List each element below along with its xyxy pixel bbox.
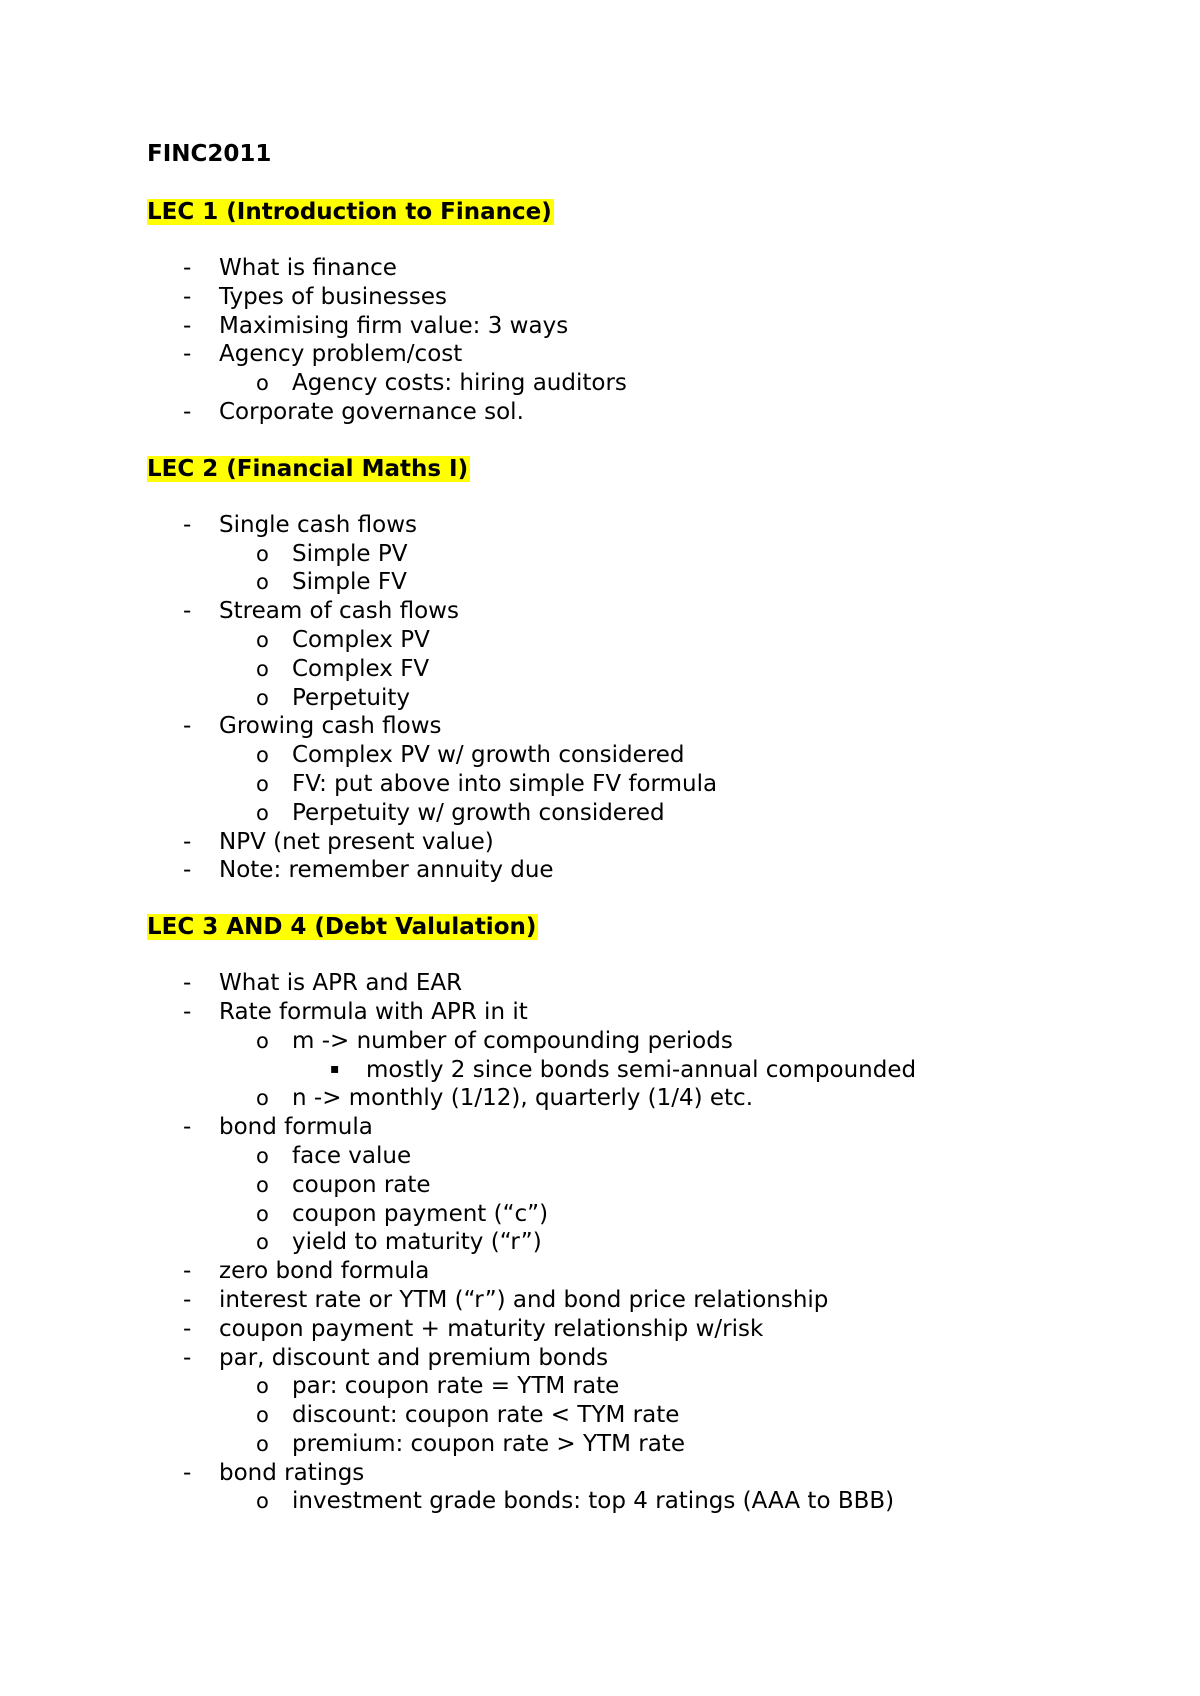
list-item bbox=[147, 1257, 1147, 1286]
list-item bbox=[147, 254, 1147, 283]
list-item bbox=[147, 1459, 1147, 1488]
sub-list-item bbox=[147, 770, 1147, 799]
circle-bullet-marker: o bbox=[256, 656, 269, 681]
list-item bbox=[147, 828, 1147, 857]
circle-bullet-marker: o bbox=[256, 1230, 269, 1255]
bullet-list-lec3-4 bbox=[147, 969, 1147, 1516]
dash-marker: - bbox=[183, 713, 192, 740]
sub-list-item bbox=[147, 1372, 1147, 1401]
list-item-text: par: coupon rate = YTM rate bbox=[292, 1373, 620, 1400]
circle-bullet-marker: o bbox=[256, 570, 269, 595]
list-item-text: coupon payment (“c”) bbox=[292, 1200, 549, 1227]
section-heading-lec3-4 bbox=[147, 913, 1147, 942]
list-item-text: What is finance bbox=[219, 255, 397, 281]
list-item-text: Stream of cash flows bbox=[219, 598, 459, 625]
circle-bullet-marker: o bbox=[256, 1143, 269, 1168]
list-item-text: discount: coupon rate < TYM rate bbox=[292, 1402, 680, 1429]
dash-marker: - bbox=[183, 1258, 192, 1285]
circle-bullet-marker: o bbox=[256, 771, 269, 796]
sub-list-item bbox=[147, 1200, 1147, 1229]
sub-list-item bbox=[147, 1142, 1147, 1171]
section-heading-lec1 bbox=[147, 198, 1147, 227]
dash-marker: - bbox=[183, 511, 192, 538]
sub-sub-list-item bbox=[147, 1056, 1147, 1085]
document-page bbox=[147, 140, 1147, 1516]
list-item-text: m -> number of compounding periods bbox=[292, 1027, 733, 1054]
circle-bullet-marker: o bbox=[256, 1374, 269, 1399]
list-item-text: Note: remember annuity due bbox=[219, 857, 554, 884]
circle-bullet-marker: o bbox=[256, 1028, 269, 1053]
dash-marker: - bbox=[183, 998, 192, 1025]
sub-list-item bbox=[147, 1430, 1147, 1459]
list-item-text: Simple PV bbox=[292, 540, 408, 567]
sub-list-item bbox=[147, 626, 1147, 655]
circle-bullet-marker: o bbox=[256, 1086, 269, 1111]
dash-marker: - bbox=[183, 255, 192, 281]
sub-list-item bbox=[147, 369, 1147, 398]
list-item-text: interest rate or YTM (“r”) and bond price relationship bbox=[219, 1286, 829, 1313]
list-item-text: FV: put above into simple FV formula bbox=[292, 770, 718, 797]
list-item-text: Complex FV bbox=[292, 655, 430, 682]
circle-bullet-marker: o bbox=[256, 627, 269, 652]
heading-highlight: LEC 1 (Introduction to Finance) bbox=[147, 199, 552, 225]
circle-bullet-marker: o bbox=[256, 743, 269, 768]
list-item-text: What is APR and EAR bbox=[219, 970, 463, 997]
dash-marker: - bbox=[183, 1114, 192, 1141]
list-item-text: face value bbox=[292, 1142, 412, 1169]
sub-list-item bbox=[147, 568, 1147, 597]
sub-list-item bbox=[147, 1027, 1147, 1056]
list-item-text: investment grade bonds: top 4 ratings (AAA to BBB) bbox=[292, 1488, 895, 1515]
section-heading-lec2 bbox=[147, 455, 1147, 484]
list-item bbox=[147, 312, 1147, 341]
dash-marker: - bbox=[183, 312, 192, 339]
dash-marker: - bbox=[183, 857, 192, 884]
circle-bullet-marker: o bbox=[256, 1489, 269, 1514]
dash-marker: - bbox=[183, 598, 192, 625]
sub-list-item bbox=[147, 799, 1147, 828]
list-item-text: Agency costs: hiring auditors bbox=[292, 370, 627, 397]
list-item-text: Maximising firm value: 3 ways bbox=[219, 312, 569, 339]
bullet-list-lec2 bbox=[147, 511, 1147, 885]
circle-bullet-marker: o bbox=[256, 1172, 269, 1197]
square-bullet-icon: ▪ bbox=[330, 1060, 340, 1077]
list-item-text: Simple FV bbox=[292, 569, 407, 596]
list-item bbox=[147, 1113, 1147, 1142]
list-item bbox=[147, 340, 1147, 369]
list-item-text: zero bond formula bbox=[219, 1258, 430, 1285]
list-item-text: Perpetuity w/ growth considered bbox=[292, 799, 665, 826]
dash-marker: - bbox=[183, 283, 192, 310]
dash-marker: - bbox=[183, 970, 192, 997]
list-item-text: Corporate governance sol. bbox=[219, 398, 524, 425]
circle-bullet-marker: o bbox=[256, 685, 269, 710]
circle-bullet-marker: o bbox=[256, 800, 269, 825]
list-item-text: bond ratings bbox=[219, 1459, 365, 1486]
list-item-text: Perpetuity bbox=[292, 684, 411, 711]
sub-list-item bbox=[147, 1401, 1147, 1430]
dash-marker: - bbox=[183, 1315, 192, 1342]
sub-list-item bbox=[147, 1084, 1147, 1113]
list-item bbox=[147, 998, 1147, 1027]
list-item-text: Rate formula with APR in it bbox=[219, 998, 528, 1025]
circle-bullet-marker: o bbox=[256, 541, 269, 566]
document-title: FINC2011 bbox=[147, 141, 272, 167]
dash-marker: - bbox=[183, 1286, 192, 1313]
list-item bbox=[147, 969, 1147, 998]
list-item bbox=[147, 398, 1147, 427]
list-item-text: yield to maturity (“r”) bbox=[292, 1229, 542, 1256]
dash-marker: - bbox=[183, 1344, 192, 1371]
list-item bbox=[147, 1286, 1147, 1315]
list-item-text: Complex PV bbox=[292, 626, 430, 653]
list-item bbox=[147, 712, 1147, 741]
list-item-text: mostly 2 since bonds semi-annual compounded bbox=[366, 1056, 917, 1083]
circle-bullet-marker: o bbox=[256, 371, 269, 396]
dash-marker: - bbox=[183, 341, 192, 368]
circle-bullet-marker: o bbox=[256, 1431, 269, 1456]
list-item-text: Complex PV w/ growth considered bbox=[292, 742, 685, 769]
bullet-list-lec1 bbox=[147, 254, 1147, 427]
dash-marker: - bbox=[183, 1459, 192, 1486]
list-item bbox=[147, 1315, 1147, 1344]
list-item bbox=[147, 511, 1147, 540]
list-item-text: Growing cash flows bbox=[219, 713, 442, 740]
dash-marker: - bbox=[183, 828, 192, 855]
list-item-text: n -> monthly (1/12), quarterly (1/4) etc. bbox=[292, 1085, 754, 1112]
circle-bullet-marker: o bbox=[256, 1403, 269, 1428]
heading-highlight: LEC 3 AND 4 (Debt Valulation) bbox=[147, 914, 537, 941]
sub-list-item bbox=[147, 741, 1147, 770]
list-item-text: premium: coupon rate > YTM rate bbox=[292, 1430, 685, 1457]
list-item bbox=[147, 1344, 1147, 1373]
sub-list-item bbox=[147, 1487, 1147, 1516]
list-item bbox=[147, 283, 1147, 312]
list-item-text: NPV (net present value) bbox=[219, 828, 494, 855]
list-item-text: par, discount and premium bonds bbox=[219, 1344, 609, 1371]
list-item-text: coupon rate bbox=[292, 1171, 431, 1198]
circle-bullet-marker: o bbox=[256, 1201, 269, 1226]
list-item-text: coupon payment + maturity relationship w/risk bbox=[219, 1315, 764, 1342]
sub-list-item bbox=[147, 1171, 1147, 1200]
list-item-text: Single cash flows bbox=[219, 511, 417, 538]
list-item bbox=[147, 856, 1147, 885]
sub-list-item bbox=[147, 1228, 1147, 1257]
list-item-text: Agency problem/cost bbox=[219, 341, 463, 368]
list-item-text: Types of businesses bbox=[219, 283, 447, 310]
list-item-text: bond formula bbox=[219, 1114, 373, 1141]
list-item bbox=[147, 597, 1147, 626]
sub-list-item bbox=[147, 655, 1147, 684]
heading-highlight: LEC 2 (Financial Maths I) bbox=[147, 455, 469, 482]
sub-list-item bbox=[147, 540, 1147, 569]
sub-list-item bbox=[147, 684, 1147, 713]
dash-marker: - bbox=[183, 398, 192, 425]
